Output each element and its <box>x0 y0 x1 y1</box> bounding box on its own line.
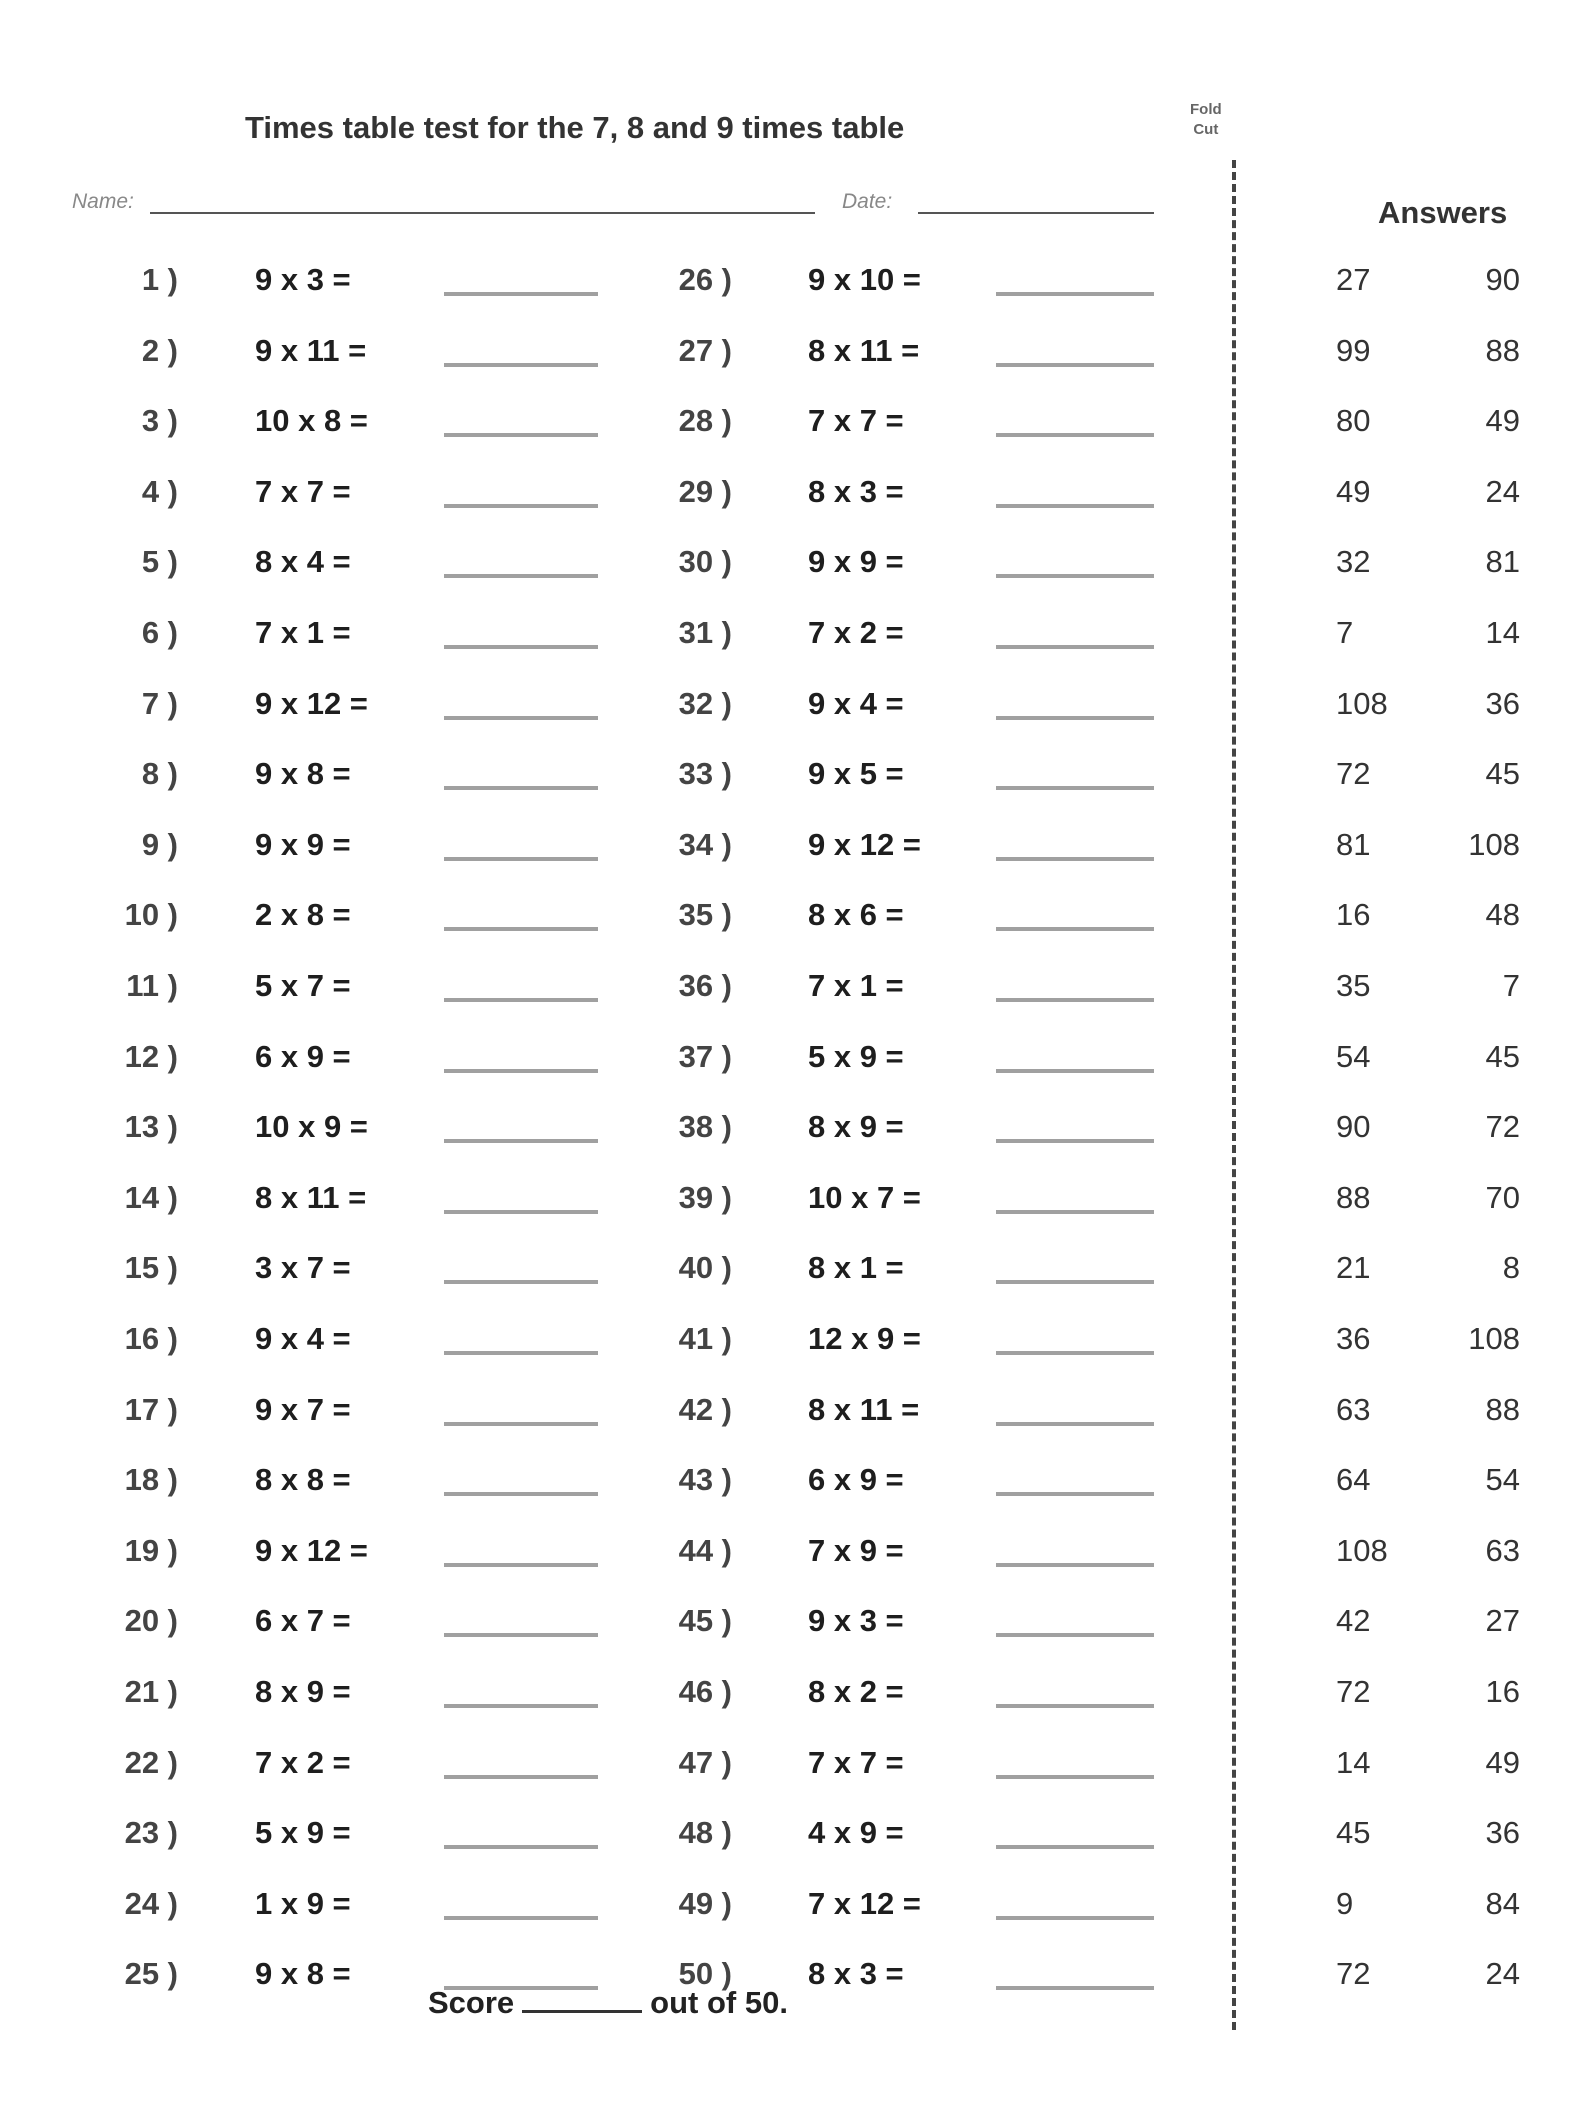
fold-label: Fold <box>1190 101 1222 118</box>
question-number: 17 ) <box>124 1391 178 1427</box>
answer-key-value: 36 <box>1485 1815 1520 1851</box>
answer-key-value: 27 <box>1336 262 1371 297</box>
answer-key-value: 21 <box>1336 1250 1371 1286</box>
question-text: 5 x 9 = <box>255 1815 351 1851</box>
answer-blank[interactable] <box>444 433 598 437</box>
question-number: 10 ) <box>124 897 178 933</box>
answer-key-value: 49 <box>1336 473 1371 509</box>
answer-blank[interactable] <box>996 645 1154 649</box>
question-number: 8 ) <box>141 756 178 792</box>
question-text: 4 x 9 = <box>808 1815 904 1851</box>
question-number: 30 ) <box>678 544 732 580</box>
answer-blank[interactable] <box>444 1633 598 1637</box>
question-text: 9 x 3 = <box>255 262 351 297</box>
answer-blank[interactable] <box>444 1492 598 1496</box>
answer-blank[interactable] <box>444 716 598 720</box>
question-number: 47 ) <box>678 1744 732 1780</box>
answer-blank[interactable] <box>444 1422 598 1426</box>
question-number: 1 ) <box>141 262 178 297</box>
question-number: 26 ) <box>678 262 732 297</box>
answer-blank[interactable] <box>444 1351 598 1355</box>
answer-blank[interactable] <box>996 1492 1154 1496</box>
answer-key-value: 54 <box>1485 1462 1520 1498</box>
answer-blank[interactable] <box>996 1916 1154 1920</box>
question-text: 9 x 11 = <box>255 332 367 368</box>
answer-key-value: 90 <box>1485 262 1520 297</box>
answer-key-value: 72 <box>1485 1109 1520 1145</box>
answer-blank[interactable] <box>444 574 598 578</box>
date-label: Date: <box>842 190 893 213</box>
question-number: 36 ) <box>678 968 732 1003</box>
question-number: 9 ) <box>141 826 178 862</box>
answer-blank[interactable] <box>444 504 598 508</box>
answer-key-value: 9 <box>1336 1885 1354 1921</box>
answer-blank[interactable] <box>996 1069 1154 1073</box>
answer-blank[interactable] <box>996 786 1154 790</box>
answer-blank[interactable] <box>996 1422 1154 1426</box>
score-suffix: out of 50. <box>650 1985 788 2020</box>
answer-key-value: 24 <box>1485 1956 1520 1992</box>
question-number: 16 ) <box>124 1321 178 1356</box>
question-number: 11 ) <box>126 968 178 1003</box>
question-text: 9 x 8 = <box>255 756 351 792</box>
answer-key-value: 35 <box>1336 968 1371 1003</box>
question-text: 8 x 11 = <box>808 332 920 368</box>
answer-key-value: 80 <box>1336 403 1371 439</box>
answer-key-value: 84 <box>1485 1885 1520 1921</box>
question-number: 38 ) <box>678 1109 732 1145</box>
answer-blank[interactable] <box>996 1704 1154 1708</box>
cut-label: Cut <box>1193 121 1219 138</box>
question-number: 19 ) <box>124 1532 178 1568</box>
answer-key-value: 54 <box>1336 1038 1371 1074</box>
answer-key-value: 8 <box>1502 1250 1520 1286</box>
answer-blank[interactable] <box>996 716 1154 720</box>
question-number: 28 ) <box>678 403 732 439</box>
name-field[interactable] <box>150 212 815 214</box>
answer-blank[interactable] <box>444 292 598 296</box>
question-text: 8 x 3 = <box>808 1956 904 1992</box>
answer-key-value: 99 <box>1336 332 1371 368</box>
question-text: 9 x 8 = <box>255 1956 351 1992</box>
answer-blank[interactable] <box>444 1139 598 1143</box>
answer-blank[interactable] <box>444 927 598 931</box>
answer-blank[interactable] <box>996 1210 1154 1214</box>
worksheet-title: Times table test for the 7, 8 and 9 times table <box>245 110 905 145</box>
answer-key-value: 48 <box>1485 897 1520 933</box>
answer-key-value: 63 <box>1485 1532 1520 1568</box>
answer-key-value: 108 <box>1468 1321 1520 1356</box>
question-text: 9 x 7 = <box>255 1391 351 1427</box>
answer-key-value: 14 <box>1485 615 1520 650</box>
question-number: 7 ) <box>141 685 178 721</box>
answer-key-value: 7 <box>1502 968 1520 1003</box>
question-text: 8 x 3 = <box>808 473 904 509</box>
name-label: Name: <box>72 190 134 213</box>
answer-blank[interactable] <box>996 998 1154 1002</box>
answer-blank[interactable] <box>996 363 1154 367</box>
question-number: 49 ) <box>678 1885 732 1921</box>
answer-blank[interactable] <box>444 363 598 367</box>
question-number: 44 ) <box>678 1532 732 1568</box>
answer-blank[interactable] <box>996 433 1154 437</box>
answer-key-value: 16 <box>1485 1674 1520 1709</box>
answer-blank[interactable] <box>444 1069 598 1073</box>
answer-key-value: 45 <box>1485 1038 1520 1074</box>
score-line <box>428 1985 788 2021</box>
answer-blank[interactable] <box>996 1280 1154 1284</box>
answer-blank[interactable] <box>444 998 598 1002</box>
cut-line <box>1232 160 1236 2030</box>
question-number: 32 ) <box>678 685 732 721</box>
question-text: 6 x 9 = <box>808 1462 904 1498</box>
question-number: 29 ) <box>678 473 732 509</box>
date-field[interactable] <box>918 212 1154 214</box>
score-field[interactable] <box>522 1988 642 2013</box>
question-text: 7 x 9 = <box>808 1532 904 1568</box>
question-text: 7 x 2 = <box>808 615 904 650</box>
answer-blank[interactable] <box>444 1280 598 1284</box>
question-text: 3 x 7 = <box>255 1250 351 1286</box>
question-number: 3 ) <box>141 403 178 439</box>
question-text: 9 x 9 = <box>808 544 904 580</box>
answer-key-value: 72 <box>1336 756 1371 792</box>
fold-cut-label <box>1190 100 1222 140</box>
question-text: 7 x 7 = <box>808 403 904 439</box>
question-text: 8 x 11 = <box>255 1179 367 1215</box>
answer-key-value: 88 <box>1485 1391 1520 1427</box>
question-number: 4 ) <box>141 473 178 509</box>
answer-key-value: 108 <box>1336 685 1388 721</box>
question-text: 9 x 5 = <box>808 756 904 792</box>
question-text: 7 x 1 = <box>808 968 904 1003</box>
question-text: 9 x 9 = <box>255 826 351 862</box>
question-text: 7 x 7 = <box>808 1744 904 1780</box>
question-text: 6 x 9 = <box>255 1038 351 1074</box>
answer-blank[interactable] <box>996 504 1154 508</box>
question-text: 10 x 7 = <box>808 1179 921 1215</box>
question-text: 2 x 8 = <box>255 897 351 933</box>
answer-key-value: 90 <box>1336 1109 1371 1145</box>
question-text: 12 x 9 = <box>808 1321 921 1356</box>
question-text: 9 x 12 = <box>808 826 921 862</box>
question-text: 8 x 4 = <box>255 544 351 580</box>
answer-blank[interactable] <box>444 1916 598 1920</box>
question-number: 40 ) <box>678 1250 732 1286</box>
question-number: 43 ) <box>678 1462 732 1498</box>
question-number: 20 ) <box>124 1603 178 1639</box>
answer-blank[interactable] <box>996 857 1154 861</box>
answer-blank[interactable] <box>996 1563 1154 1567</box>
question-text: 8 x 6 = <box>808 897 904 933</box>
answer-key-value: 64 <box>1336 1462 1371 1498</box>
question-number: 22 ) <box>124 1744 178 1780</box>
question-text: 8 x 11 = <box>808 1391 920 1427</box>
answer-key-value: 72 <box>1336 1674 1371 1709</box>
answer-blank[interactable] <box>444 1210 598 1214</box>
answer-blank[interactable] <box>996 1139 1154 1143</box>
answer-blank[interactable] <box>444 1704 598 1708</box>
question-text: 9 x 10 = <box>808 262 921 297</box>
question-number: 5 ) <box>141 544 178 580</box>
question-text: 5 x 7 = <box>255 968 351 1003</box>
answer-key-value: 27 <box>1485 1603 1520 1639</box>
question-text: 7 x 2 = <box>255 1744 351 1780</box>
question-number: 45 ) <box>678 1603 732 1639</box>
question-number: 24 ) <box>124 1885 178 1921</box>
question-number: 13 ) <box>124 1109 178 1145</box>
question-number: 41 ) <box>678 1321 732 1356</box>
answer-blank[interactable] <box>444 1563 598 1567</box>
question-number: 21 ) <box>124 1674 178 1709</box>
question-text: 5 x 9 = <box>808 1038 904 1074</box>
question-text: 10 x 8 = <box>255 403 368 439</box>
answer-blank[interactable] <box>444 857 598 861</box>
answer-key-value: 42 <box>1336 1603 1371 1639</box>
answer-key-value: 81 <box>1485 544 1520 580</box>
answer-blank[interactable] <box>996 1986 1154 1990</box>
question-number: 33 ) <box>678 756 732 792</box>
question-text: 9 x 3 = <box>808 1603 904 1639</box>
question-number: 31 ) <box>678 615 732 650</box>
question-text: 9 x 4 = <box>808 685 904 721</box>
answer-key-value: 16 <box>1336 897 1371 933</box>
answer-key-value: 14 <box>1336 1744 1371 1780</box>
question-number: 18 ) <box>124 1462 178 1498</box>
answer-key-value: 45 <box>1336 1815 1371 1851</box>
answer-key-value: 70 <box>1485 1179 1520 1215</box>
answer-key-value: 88 <box>1336 1179 1371 1215</box>
answer-key-value: 49 <box>1485 403 1520 439</box>
answer-blank[interactable] <box>996 574 1154 578</box>
answer-blank[interactable] <box>996 1775 1154 1779</box>
question-text: 1 x 9 = <box>255 1885 351 1921</box>
question-number: 42 ) <box>678 1391 732 1427</box>
answer-key-value: 88 <box>1485 332 1520 368</box>
question-number: 35 ) <box>678 897 732 933</box>
question-text: 7 x 1 = <box>255 615 351 650</box>
answer-key-value: 7 <box>1336 615 1354 650</box>
score-label: Score <box>428 1985 515 2020</box>
question-number: 6 ) <box>141 615 178 650</box>
answer-key-value: 36 <box>1336 1321 1371 1356</box>
question-number: 25 ) <box>124 1956 178 1992</box>
question-number: 46 ) <box>678 1674 732 1709</box>
answer-key-value: 108 <box>1468 826 1520 862</box>
answer-blank[interactable] <box>996 927 1154 931</box>
answer-key-value: 81 <box>1336 826 1371 862</box>
question-number: 48 ) <box>678 1815 732 1851</box>
question-text: 7 x 7 = <box>255 473 351 509</box>
answers-title: Answers <box>1378 195 1508 230</box>
answer-key-value: 108 <box>1336 1532 1388 1568</box>
question-text: 8 x 9 = <box>808 1109 904 1145</box>
answer-blank[interactable] <box>996 1633 1154 1637</box>
question-text: 6 x 7 = <box>255 1603 351 1639</box>
question-number: 23 ) <box>124 1815 178 1851</box>
answer-key-value: 45 <box>1485 756 1520 792</box>
answer-blank[interactable] <box>996 1845 1154 1849</box>
question-number: 15 ) <box>124 1250 178 1286</box>
question-text: 8 x 8 = <box>255 1462 351 1498</box>
question-text: 8 x 1 = <box>808 1250 904 1286</box>
answer-blank[interactable] <box>996 292 1154 296</box>
answer-blank[interactable] <box>444 1775 598 1779</box>
answer-key-value: 24 <box>1485 473 1520 509</box>
question-text: 7 x 12 = <box>808 1885 921 1921</box>
answer-key-value: 36 <box>1485 685 1520 721</box>
answer-key-value: 72 <box>1336 1956 1371 1992</box>
question-text: 8 x 9 = <box>255 1674 351 1709</box>
question-text: 8 x 2 = <box>808 1674 904 1709</box>
question-text: 9 x 12 = <box>255 1532 368 1568</box>
question-text: 9 x 12 = <box>255 685 368 721</box>
answer-blank[interactable] <box>996 1351 1154 1355</box>
answer-blank[interactable] <box>444 1845 598 1849</box>
answer-key-value: 49 <box>1485 1744 1520 1780</box>
answer-blank[interactable] <box>444 786 598 790</box>
answer-key-value: 32 <box>1336 544 1371 580</box>
question-number: 50 ) <box>678 1956 732 1992</box>
question-number: 27 ) <box>678 332 732 368</box>
question-number: 14 ) <box>124 1179 178 1215</box>
question-number: 12 ) <box>124 1038 178 1074</box>
question-number: 39 ) <box>678 1179 732 1215</box>
question-text: 9 x 4 = <box>255 1321 351 1356</box>
question-text: 10 x 9 = <box>255 1109 368 1145</box>
question-number: 37 ) <box>678 1038 732 1074</box>
answer-blank[interactable] <box>444 645 598 649</box>
answer-key-value: 63 <box>1336 1391 1371 1427</box>
question-number: 2 ) <box>141 332 178 368</box>
question-number: 34 ) <box>678 826 732 862</box>
